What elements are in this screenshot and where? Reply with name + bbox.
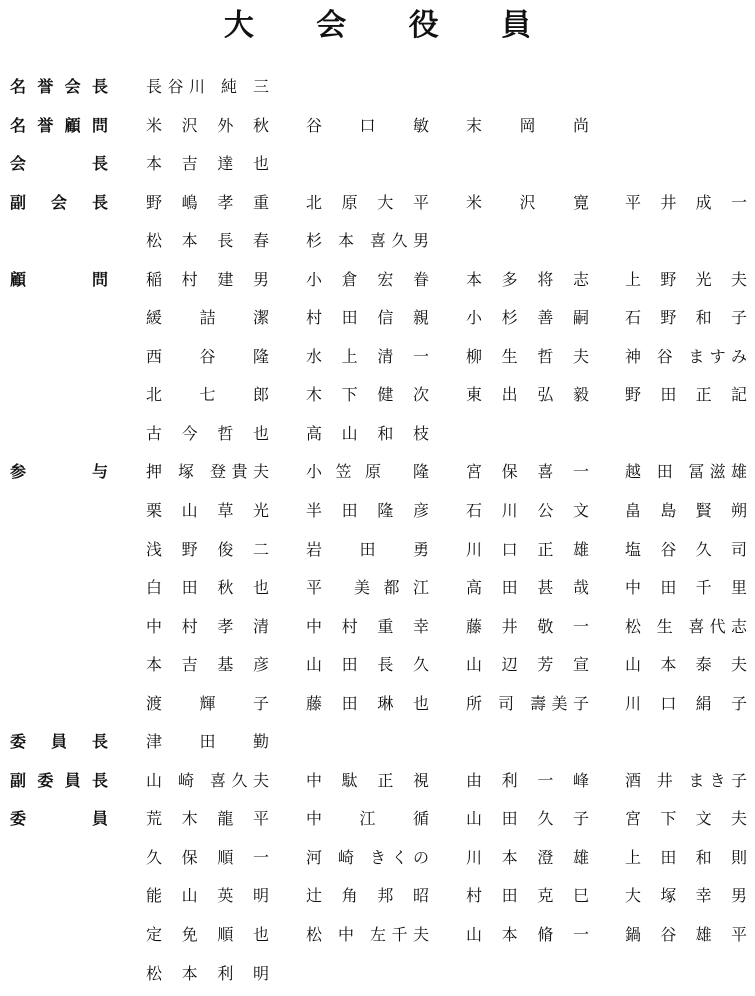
role-label: 会 長 <box>10 154 108 174</box>
person-name: 辻 角 邦 昭 <box>306 886 429 906</box>
person-name: 山 本 脩 一 <box>466 925 589 945</box>
person-name: 松 生 喜代志 <box>625 616 747 636</box>
person-name: 北 七 郎 <box>146 385 269 405</box>
role-label: 顧 問 <box>10 269 108 289</box>
person-name: 本 吉 基 彦 <box>146 655 269 675</box>
person-name: 木 下 健 次 <box>306 385 429 405</box>
person-name: 藤 井 敬 一 <box>466 616 589 636</box>
person-name: 緩 詰 潔 <box>146 308 269 328</box>
person-name: 高 山 和 枝 <box>306 423 429 443</box>
person-name: 栗 山 草 光 <box>146 501 269 521</box>
person-name: 稲 村 建 男 <box>146 269 269 289</box>
person-name: 山 田 久 子 <box>466 809 589 829</box>
role-label: 副 会 長 <box>10 192 108 212</box>
person-name: 松 中 左千夫 <box>306 925 429 945</box>
person-name: 押 塚 登貴夫 <box>146 462 269 482</box>
person-name: 定 免 順 也 <box>146 925 269 945</box>
person-name: 中 村 孝 清 <box>146 616 269 636</box>
person-name: 塩 谷 久 司 <box>625 539 747 559</box>
person-name: 浅 野 俊 二 <box>146 539 269 559</box>
roster-row <box>0 379 755 418</box>
person-name: 村 田 信 親 <box>306 308 429 328</box>
roster-row <box>0 611 755 650</box>
person-name: 村 田 克 巳 <box>466 886 589 906</box>
person-name: 高 田 甚 哉 <box>466 578 589 598</box>
person-name: 山 本 泰 夫 <box>625 655 747 675</box>
person-name: 山 田 長 久 <box>306 655 429 675</box>
person-name: 杉 本 喜久男 <box>306 231 429 251</box>
person-name: 松 本 利 明 <box>146 963 269 983</box>
person-name: 本 多 将 志 <box>466 269 589 289</box>
person-name: 川 本 澄 雄 <box>466 847 589 867</box>
roster-row <box>0 495 755 534</box>
person-name: 中 田 千 里 <box>625 578 747 598</box>
person-name: 白 田 秋 也 <box>146 578 269 598</box>
roster-row <box>0 572 755 611</box>
person-name: 神 谷 ますみ <box>625 346 747 366</box>
roster-row <box>0 187 755 226</box>
roster-row <box>0 302 755 341</box>
role-label: 副委員長 <box>10 770 108 790</box>
person-name: 所 司 壽美子 <box>466 693 589 713</box>
person-name: 中 駄 正 視 <box>306 770 429 790</box>
person-name: 上 田 和 則 <box>625 847 747 867</box>
roster-row <box>0 649 755 688</box>
person-name: 長谷川 純 三 <box>146 77 269 96</box>
person-name: 北 原 大 平 <box>306 192 429 212</box>
roster-row <box>0 726 755 765</box>
person-name: 野 田 正 記 <box>625 385 747 405</box>
person-name: 水 上 清 一 <box>306 346 429 366</box>
person-name: 米 沢 寛 <box>466 192 589 212</box>
person-name: 小 杉 善 嗣 <box>466 308 589 328</box>
person-name: 小笠原 隆 <box>306 462 429 482</box>
person-name: 小 倉 宏 眷 <box>306 269 429 289</box>
person-name: 酒 井 まき子 <box>625 770 747 790</box>
person-name: 由 利 一 峰 <box>466 770 589 790</box>
role-label: 委員長 <box>10 732 108 752</box>
roster-row <box>0 919 755 958</box>
roster-row <box>0 456 755 495</box>
role-label: 名誉顧問 <box>10 115 108 135</box>
roster-row <box>0 225 755 264</box>
roster-row <box>0 341 755 380</box>
person-name: 大 塚 幸 男 <box>625 886 747 906</box>
page-title: 大 会 役 員 <box>223 8 558 43</box>
roster-row <box>0 534 755 573</box>
person-name: 石 川 公 文 <box>466 501 589 521</box>
person-name: 石 野 和 子 <box>625 308 747 328</box>
person-name: 川 口 正 雄 <box>466 539 589 559</box>
person-name: 末 岡 尚 <box>466 115 589 135</box>
roster-row <box>0 418 755 457</box>
person-name: 松 本 長 春 <box>146 231 269 251</box>
person-name: 東 出 弘 毅 <box>466 385 589 405</box>
person-name: 畠 島 賢 朔 <box>625 501 747 521</box>
person-name: 西 谷 隆 <box>146 346 269 366</box>
roster-row <box>0 880 755 919</box>
role-label: 名誉会長 <box>10 77 108 96</box>
roster-row <box>0 110 755 149</box>
person-name: 古 今 哲 也 <box>146 423 269 443</box>
person-name: 上 野 光 夫 <box>625 269 747 289</box>
roster-row <box>0 148 755 187</box>
roster-row <box>0 688 755 727</box>
person-name: 山 辺 芳 宣 <box>466 655 589 675</box>
person-name: 柳 生 哲 夫 <box>466 346 589 366</box>
officer-roster <box>0 71 755 996</box>
person-name: 川 口 絹 子 <box>625 693 747 713</box>
person-name: 久 保 順 一 <box>146 847 269 867</box>
roster-row <box>0 264 755 303</box>
person-name: 荒 木 龍 平 <box>146 809 269 829</box>
roster-row <box>0 958 755 996</box>
person-name: 平 井 成 一 <box>625 192 747 212</box>
person-name: 谷 口 敏 <box>306 115 429 135</box>
person-name: 平 美都江 <box>306 578 429 598</box>
person-name: 河 崎 きくの <box>306 847 429 867</box>
person-name: 能 山 英 明 <box>146 886 269 906</box>
person-name: 越 田 冨滋雄 <box>625 462 747 482</box>
person-name: 本 吉 達 也 <box>146 154 269 174</box>
person-name: 半 田 隆 彦 <box>306 501 429 521</box>
person-name: 宮 下 文 夫 <box>625 809 747 829</box>
person-name: 鍋 谷 雄 平 <box>625 925 747 945</box>
person-name: 津 田 勤 <box>146 732 269 752</box>
role-label: 参 与 <box>10 462 108 482</box>
person-name: 渡 輝 子 <box>146 693 269 713</box>
person-name: 岩 田 勇 <box>306 539 429 559</box>
person-name: 野 嶋 孝 重 <box>146 192 269 212</box>
person-name: 山 崎 喜久夫 <box>146 770 269 790</box>
roster-row <box>0 803 755 842</box>
roster-row <box>0 71 755 110</box>
roster-row <box>0 765 755 804</box>
person-name: 藤 田 琳 也 <box>306 693 429 713</box>
person-name: 宮 保 喜 一 <box>466 462 589 482</box>
person-name: 中 江 循 <box>306 809 429 829</box>
person-name: 中 村 重 幸 <box>306 616 429 636</box>
roster-row <box>0 842 755 881</box>
role-label: 委 員 <box>10 809 108 829</box>
person-name: 米 沢 外 秋 <box>146 115 269 135</box>
